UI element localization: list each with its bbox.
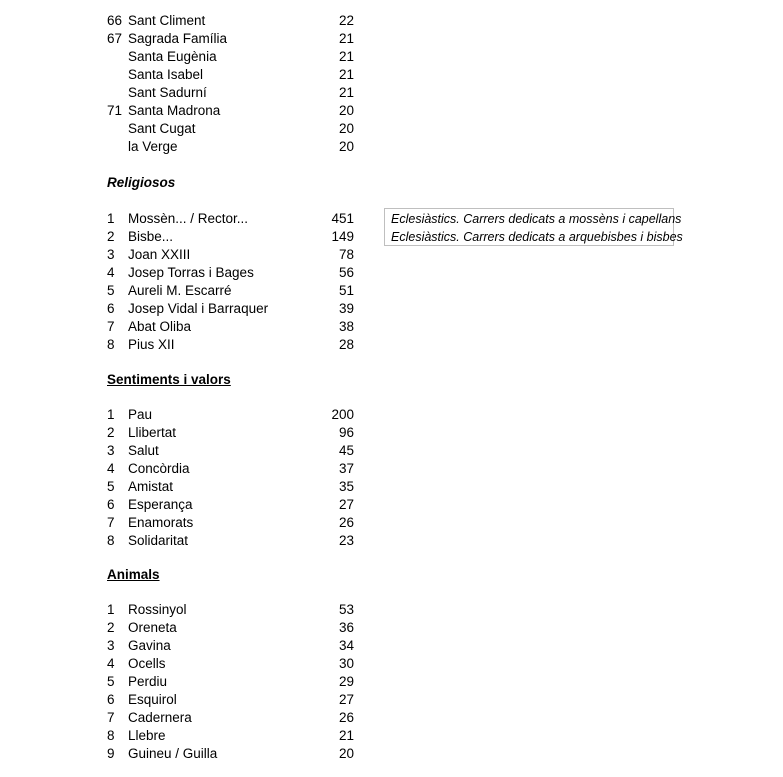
street-name: Sagrada Família (128, 31, 228, 46)
count: 36 (338, 620, 354, 635)
count: 20 (338, 139, 354, 154)
street-name: Amistat (128, 479, 174, 494)
count: 35 (338, 479, 354, 494)
count: 38 (338, 319, 354, 334)
rank: 6 (107, 497, 115, 512)
street-name: Solidaritat (128, 533, 189, 548)
rank: 8 (107, 728, 115, 743)
rank: 5 (107, 283, 115, 298)
rank: 5 (107, 674, 115, 689)
count: 23 (338, 533, 354, 548)
count: 96 (338, 425, 354, 440)
note-bisbes: Eclesiàstics. Carrers dedicats a arquebisbes i bisbes (391, 230, 683, 244)
street-name: Esquirol (128, 692, 177, 707)
street-name: Aureli M. Escarré (128, 283, 232, 298)
street-name: Santa Isabel (128, 67, 204, 82)
rank: 6 (107, 692, 115, 707)
rank: 3 (107, 443, 115, 458)
section-heading-sentiments: Sentiments i valors (107, 372, 231, 387)
list-row (0, 496, 783, 514)
street-name: Pius XII (128, 337, 175, 352)
rank: 4 (107, 656, 115, 671)
rank: 8 (107, 533, 115, 548)
list-row (0, 66, 783, 84)
list-row (0, 619, 783, 637)
count: 27 (338, 692, 354, 707)
list-row (0, 282, 783, 300)
street-name: Rossinyol (128, 602, 187, 617)
list-row (0, 300, 783, 318)
list-row (0, 12, 783, 30)
count: 51 (338, 283, 354, 298)
street-name: Josep Vidal i Barraquer (128, 301, 269, 316)
list-row (0, 84, 783, 102)
list-row (0, 478, 783, 496)
list-row (0, 673, 783, 691)
count: 21 (338, 49, 354, 64)
rank: 9 (107, 746, 115, 761)
count: 34 (338, 638, 354, 653)
note-mossens: Eclesiàstics. Carrers dedicats a mossèns i capellans (391, 212, 682, 226)
count: 53 (338, 602, 354, 617)
street-name: Esperança (128, 497, 193, 512)
rank: 2 (107, 425, 115, 440)
count: 78 (338, 247, 354, 262)
street-name: Salut (128, 443, 159, 458)
count: 21 (338, 67, 354, 82)
street-name: Perdiu (128, 674, 168, 689)
count: 20 (338, 103, 354, 118)
list-row (0, 336, 783, 354)
count: 39 (338, 301, 354, 316)
list-row (0, 318, 783, 336)
list-row (0, 514, 783, 532)
count: 45 (338, 443, 354, 458)
rank: 71 (107, 103, 123, 118)
street-name: Sant Cugat (128, 121, 196, 136)
list-row (0, 406, 783, 424)
rank: 4 (107, 461, 115, 476)
street-name: Llebre (128, 728, 166, 743)
rank: 7 (107, 710, 115, 725)
street-name: Sant Sadurní (128, 85, 207, 100)
list-row (0, 460, 783, 478)
list-row (0, 532, 783, 550)
rank: 6 (107, 301, 115, 316)
list-row (0, 424, 783, 442)
rank: 1 (107, 602, 115, 617)
count: 200 (331, 407, 354, 422)
street-name: Santa Eugènia (128, 49, 217, 64)
list-row (0, 48, 783, 66)
count: 26 (338, 515, 354, 530)
street-name: Bisbe... (128, 229, 174, 244)
list-row (0, 102, 783, 120)
list-row (0, 601, 783, 619)
list-row (0, 727, 783, 745)
list-row (0, 30, 783, 48)
list-row (0, 442, 783, 460)
list-row (0, 637, 783, 655)
rank: 1 (107, 211, 115, 226)
count: 22 (338, 13, 354, 28)
list-row (0, 709, 783, 727)
rank: 3 (107, 638, 115, 653)
list-row (0, 655, 783, 673)
street-name: Santa Madrona (128, 103, 221, 118)
street-name: la Verge (128, 139, 178, 154)
count: 20 (338, 121, 354, 136)
street-name: Ocells (128, 656, 166, 671)
street-name: Cadernera (128, 710, 192, 725)
street-name: Sant Climent (128, 13, 206, 28)
count: 451 (331, 211, 354, 226)
list-row (0, 691, 783, 709)
street-name: Enamorats (128, 515, 194, 530)
religiosos-notes-box (384, 208, 683, 246)
count: 149 (331, 229, 354, 244)
rank: 4 (107, 265, 115, 280)
rank: 5 (107, 479, 115, 494)
rank: 3 (107, 247, 115, 262)
count: 20 (338, 746, 354, 761)
street-name: Llibertat (128, 425, 177, 440)
street-name: Joan XXIII (128, 247, 191, 262)
section-heading-animals: Animals (107, 567, 160, 582)
rank: 8 (107, 337, 115, 352)
street-name: Pau (128, 407, 153, 422)
list-row (0, 246, 783, 264)
list-row (0, 120, 783, 138)
list-row (0, 745, 783, 763)
count: 28 (338, 337, 354, 352)
street-name: Mossèn... / Rector... (128, 211, 249, 226)
count: 21 (338, 85, 354, 100)
rank: 66 (107, 13, 123, 28)
count: 29 (338, 674, 354, 689)
count: 37 (338, 461, 354, 476)
count: 30 (338, 656, 354, 671)
street-name: Concòrdia (128, 461, 190, 476)
rank: 7 (107, 319, 115, 334)
count: 26 (338, 710, 354, 725)
street-name: Abat Oliba (128, 319, 192, 334)
list-row (0, 264, 783, 282)
rank: 1 (107, 407, 115, 422)
section-heading-religiosos: Religiosos (107, 175, 176, 190)
street-name: Oreneta (128, 620, 177, 635)
street-name: Guineu / Guilla (128, 746, 218, 761)
list-row (0, 138, 783, 156)
count: 21 (338, 728, 354, 743)
count: 56 (338, 265, 354, 280)
rank: 67 (107, 31, 123, 46)
rank: 2 (107, 620, 115, 635)
rank: 2 (107, 229, 115, 244)
street-name: Josep Torras i Bages (128, 265, 254, 280)
street-name: Gavina (128, 638, 171, 653)
count: 21 (338, 31, 354, 46)
rank: 7 (107, 515, 115, 530)
count: 27 (338, 497, 354, 512)
